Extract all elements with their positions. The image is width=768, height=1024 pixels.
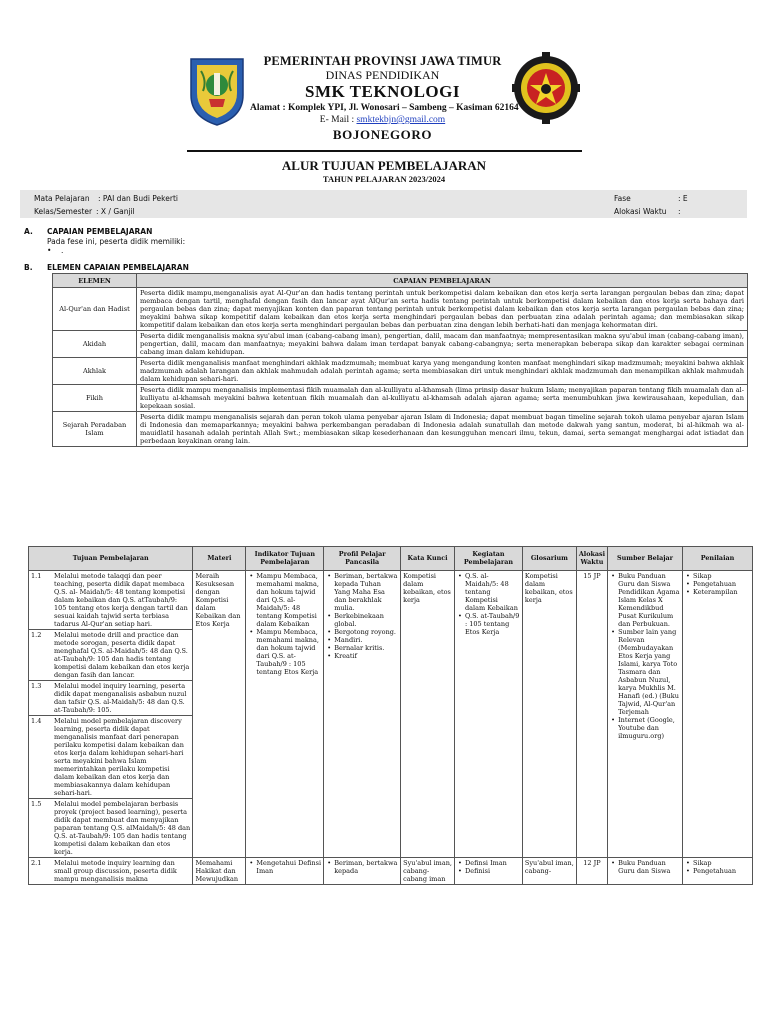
penilaian-item: • Keterampilan: [685, 588, 750, 596]
penilaian-item: • Sikap: [685, 572, 750, 580]
kelas-label: Kelas/Semester: [34, 207, 93, 216]
indikator-item: • Mengetahui Definsi Iman: [248, 859, 321, 875]
indikator-cell: [246, 571, 324, 858]
kelas-value: : X / Ganjil: [96, 207, 135, 216]
profil-item: • Berkebinekaan global.: [326, 612, 398, 628]
profil-item: • Kreatif: [326, 652, 398, 660]
tujuan-text: Melalui metode drill and practice dan metode sorogan, peserta didik dapat menghafal Q.S. al-Maidah/5: 48 dan Q.S. at-Taubah/9: 105 dan hadis tentang kompetisi dalam kebaikan dan etos kerja dengan fasih dan lancar.: [54, 631, 190, 679]
tujuan-number: 2.1: [31, 859, 42, 867]
header-kata-kunci: Kata Kunci: [401, 547, 455, 571]
tujuan-cell: [29, 571, 193, 858]
capaian-cell: Peserta didik mampu,menganalisis ayat Al-Qur'an dan hadis tentang perintah untuk berkompetisi dalam kebaikan dan etos kerja serta larangan pergaulan bebas dan zina; dapat membaca dengan tartil, menghafal dengan fasih dan lancar ayat AlQur'an serta hadis tentang perintah untuk berkompetisi dalam kebaikan dan etos kerja serta bahaya dari pergaulan bebas dan zina; dapat menyajikan konten dan paparan tentang perintah untuk berkompetisi dalam kebaikan dan etos kerja serta larangan pergaulan bebas dan zina; meyakini bahwa sikap kompetitif dalam kebaikan dan etos kerja serta menghindari pergaulan bebas dan perbuatan zina adalah perintah agama; dan membiasakan sikap kompetitif dalam kebaikan dan etos kerja serta menghindari pergaulan bebas dan perbuatan zina dengan lebih berhati-hati dan menjaga kehormatan diri.: [137, 288, 748, 331]
sumber-item: • Buku Panduan Guru dan Siswa: [610, 859, 680, 875]
capaian-cell: Peserta didik mampu menganalisis sejarah dan peran tokoh ulama penyebar ajaran Islam di Indonesia; dapat membuat bagan timeline sejarah tokoh ulama penyebar ajaran Islam di Indonesia dan memaparkannya; meyakini bahwa perkembangan peradaban di Indonesia adalah sunatullah dan metode dakwah yang santun, moderat, bi al-hikmah wa al-mauidlatil hasanah adalah perintah Allah Swt.; membiasakan sikap kesederhanaan dan kesungguhan mencari ilmu, tekun, damai, serta semangat menghargai adat istiadat dan perbedaan keyakinan orang lain.: [137, 412, 748, 447]
atp-row: [29, 571, 753, 858]
tujuan-item: [29, 571, 192, 630]
header-indikator: Indikator Tujuan Pembelajaran: [246, 547, 324, 571]
header-sumber: Sumber Belajar: [608, 547, 683, 571]
header-tujuan: Tujuan Pembelajaran: [29, 547, 193, 571]
materi-cell: Meraih Kesuksesan dengan Kompetisi dalam Kebaikan dan Etos Kerja: [193, 571, 246, 858]
profil-cell: [324, 571, 401, 858]
tujuan-text: Melalui model pembelajaran discovery learning, peserta didik dapat menganalisis manfaat dari penerapan perilaku kompetisi dalam kebaikan dan etos kerja dalam kehidupan sehari-hari serta meyakini bahwa Islam memerintahkan perilaku kompetisi dalam kebaikan dan etos kerja dan membiasakannya dalam kehidupan sehari-hari.: [54, 717, 184, 797]
header-glosarium: Glosarium: [522, 547, 576, 571]
header-capaian: CAPAIAN PEMBELAJARAN: [137, 274, 748, 288]
indikator-item: • Mampu Membaca, memahami makna, dan hokum tajwid dari Q.S. at-Taubah/9 : 105 tentang Etos Kerja: [248, 628, 321, 676]
section-a-letter: A.: [24, 227, 33, 236]
tujuan-item: [29, 630, 192, 681]
indikator-cell: [246, 858, 324, 885]
tujuan-text: Melalui model inquiry learning, peserta didik dapat menganalisis asbabun nuzul dan tafsir Q.S. al-Maidah/5: 48 dan Q.S. at-Taubah/9: 105.: [54, 682, 187, 714]
tujuan-item: [29, 799, 192, 857]
kegiatan-cell: [455, 571, 523, 858]
capaian-row: [53, 412, 748, 447]
profil-cell: [324, 858, 401, 885]
glosarium-cell: Kompetisi dalam kebaikan, etos kerja: [522, 571, 576, 858]
email-label: E- Mail :: [319, 115, 357, 125]
header-alokasi: Alokasi Waktu: [576, 547, 607, 571]
capaian-table: [52, 273, 748, 447]
kegiatan-cell: [455, 858, 523, 885]
tujuan-item: [29, 716, 192, 799]
tujuan-number: 1.4: [31, 717, 42, 725]
section-a-bullet: • .: [47, 246, 64, 255]
section-b-title: ELEMEN CAPAIAN PEMBELAJARAN: [47, 263, 189, 272]
capaian-cell: Peserta didik menganalisis makna syu'abul iman (cabang-cabang iman), pengertian, dalil, macam dan manfaatnya; mempresentasikan makna syu'abul iman (cabang-cabang iman), pengertian, dalil, macam dan manfaatnya; meyakini bahwa dalam iman terdapat banyak cabang-cabangnya; serta menerapkan beberapa sikap dan karakter sebagai cerminan cabang iman dalam kehidupan.: [137, 331, 748, 358]
header-kegiatan: Kegiatan Pembelajaran: [455, 547, 523, 571]
subject-info-band: [20, 190, 747, 218]
sumber-cell: [608, 571, 683, 858]
elemen-cell: Akhlak: [53, 358, 137, 385]
school-city: BOJONEGORO: [332, 127, 433, 142]
title-year: TAHUN PELAJARAN 2023/2024: [322, 174, 446, 184]
profil-item: • Bergotong royong.: [326, 628, 398, 636]
tujuan-item: [29, 681, 192, 716]
kegiatan-item: • Definisi: [457, 867, 520, 875]
header-materi: Materi: [193, 547, 246, 571]
fase-label: Fase: [614, 194, 631, 203]
tujuan-text: Melalui metode inquiry learning dan small group discussion, peserta didik mampu menganalisis makna: [54, 859, 177, 883]
government-name: PEMERINTAH PROVINSI JAWA TIMUR: [263, 54, 502, 68]
indikator-item: • Mampu Membaca, memahami makna, dan hokum tajwid dari Q.S. al-Maidah/5: 48 tentang Kompetisi dalam Kebaikan: [248, 572, 321, 628]
elemen-cell: Fikih: [53, 385, 137, 412]
profil-item: • Beriman, bertakwa kepada: [326, 859, 398, 875]
letterhead-divider: [187, 150, 582, 152]
alokasi-value: :: [678, 207, 681, 216]
document-title: [0, 158, 768, 184]
section-b-letter: B.: [24, 263, 33, 272]
atp-row: [29, 858, 753, 885]
header-elemen: ELEMEN: [53, 274, 137, 288]
profil-item: • Bernalar kritis.: [326, 644, 398, 652]
sumber-item: • Sumber lain yang Relevan (Membudayakan Etos Kerja yang Islami, karya Toto Tasmara dan Asbabun Nuzul, karya Mukhlis M. Hanafi (ed.) (Buku Tajwid, Al-Qur'an Terjemah: [610, 628, 680, 716]
tujuan-number: 1.3: [31, 682, 42, 690]
tujuan-item: [29, 858, 192, 884]
materi-cell: Memahami Hakikat dan Mewujudkan: [193, 858, 246, 885]
penilaian-item: • Sikap: [685, 859, 750, 867]
tujuan-cell: [29, 858, 193, 885]
tujuan-text: Melalui model pembelajaran berbasis proyek (project based learning), peserta didik dapat membuat dan menyajikan paparan tentang Q.S. alMaidah/5: 48 dan Q.S. at-Taubah/9: 105 dan hadis tentang kompetisi dalam kebaikan dan etos kerja.: [54, 800, 191, 856]
kegiatan-item: • Q.S. at-Taubah/9 : 105 tentang Etos Kerja: [457, 612, 520, 636]
sumber-cell: [608, 858, 683, 885]
mapel-label: Mata Pelajaran: [34, 194, 90, 203]
section-a-title: CAPAIAN PEMBELAJARAN: [47, 227, 153, 236]
header-penilaian: Penilaian: [683, 547, 753, 571]
tujuan-number: 1.5: [31, 800, 42, 808]
penilaian-item: • Pengetahuan: [685, 867, 750, 875]
capaian-cell: Peserta didik mampu menganalisis implementasi fikih muamalah dan al-kulliyatu al-khamsah (lima prinsip dasar hukum Islam; menyajikan paparan tentang fikih muamalah dan al-kulliyatu al-khamsah meyakini bahwa ketentuan fikih muamalah dan al-kulliyatu al-khamsah adalah ajaran agama; serta menumbuhkan jiwa kewirausahaan, kepedulian, dan kepekaan sosial.: [137, 385, 748, 412]
penilaian-item: • Pengetahuan: [685, 580, 750, 588]
header-profil: Profil Pelajar Pancasila: [324, 547, 401, 571]
tujuan-number: 1.2: [31, 631, 42, 639]
school-email-line: [250, 114, 515, 126]
sumber-item: • Buku Panduan Guru dan Siswa Pendidikan Agama Islam Kelas X Kemendikbud Pusat Kurikulum dan Perbukuan.: [610, 572, 680, 628]
profil-item: • Mandiri.: [326, 636, 398, 644]
capaian-header-row: [53, 274, 748, 288]
title-main: ALUR TUJUAN PEMBELAJARAN: [281, 158, 487, 173]
capaian-row: [53, 358, 748, 385]
tujuan-number: 1.1: [31, 572, 42, 580]
capaian-row: [53, 385, 748, 412]
school-address: Alamat : Komplek YPI, Jl. Wonosari – Sambeng – Kasiman 62164: [250, 103, 519, 113]
penilaian-cell: [683, 858, 753, 885]
kata-kunci-cell: Kompetisi dalam kebaikan, etos kerja: [401, 571, 455, 858]
mapel-value: : PAI dan Budi Pekerti: [98, 194, 178, 203]
capaian-row: [53, 288, 748, 331]
kata-kunci-cell: Syu'abul iman, cabang-cabang iman: [401, 858, 455, 885]
atp-table: [28, 546, 753, 885]
section-a-text: Pada fese ini, peserta didik memiliki:: [47, 237, 186, 246]
fase-value: : E: [678, 194, 688, 203]
school-name: SMK TEKNOLOGI: [305, 82, 460, 101]
atp-header-row: [29, 547, 753, 571]
alokasi-cell: 15 JP: [576, 571, 607, 858]
email-link[interactable]: smktekbjn@gmail.com: [356, 115, 446, 125]
kegiatan-item: • Q.S. al-Maidah/5: 48 tentang Kompetisi dalam Kebaikan: [457, 572, 520, 612]
tujuan-text: Melalui metode talaqqi dan peer teaching, peserta didik dapat membaca Q.S. al- Maidah/5: 48 tentang kompetisi dalam kebaikan dan Q.S. atTaubah/9: 105 tentang etos kerja dengan tartil dan sesuai kaidah tajwid serta terbiasa tadarus Al-Qur'an setiap hari.: [54, 572, 188, 628]
smk-teknologi-logo: [512, 52, 580, 124]
elemen-cell: Akidah: [53, 331, 137, 358]
capaian-cell: Peserta didik menganalisis manfaat menghindari akhlak madzmumah; membuat karya yang mengandung konten manfaat menghindari sikap madzmumah; meyakini bahwa akhlak madzmumah adalah larangan dan akhlak mahmudah adalah perintah agama; serta membiasakan diri untuk menghindari akhlak madzmumah dan menampilkan akhlak mahmudah dalam kehidupan sehari-hari.: [137, 358, 748, 385]
alokasi-cell: 12 JP: [576, 858, 607, 885]
kegiatan-item: • Definsi Iman: [457, 859, 520, 867]
sumber-item: • Internet (Google, Youtube dan ilmuguru.org): [610, 716, 680, 740]
penilaian-cell: [683, 571, 753, 858]
letterhead: [250, 54, 519, 144]
department-name: DINAS PENDIDIKAN: [325, 68, 440, 82]
east-java-emblem: [187, 55, 247, 127]
profil-item: • Beriman, bertakwa kepada Tuhan Yang Maha Esa dan berakhlak mulia.: [326, 572, 398, 612]
alokasi-label: Alokasi Waktu: [614, 207, 667, 216]
glosarium-cell: Syu'abul iman, cabang-: [522, 858, 576, 885]
elemen-cell: Al-Qur'an dan Hadist: [53, 288, 137, 331]
capaian-row: [53, 331, 748, 358]
elemen-cell: Sejarah Peradaban Islam: [53, 412, 137, 447]
